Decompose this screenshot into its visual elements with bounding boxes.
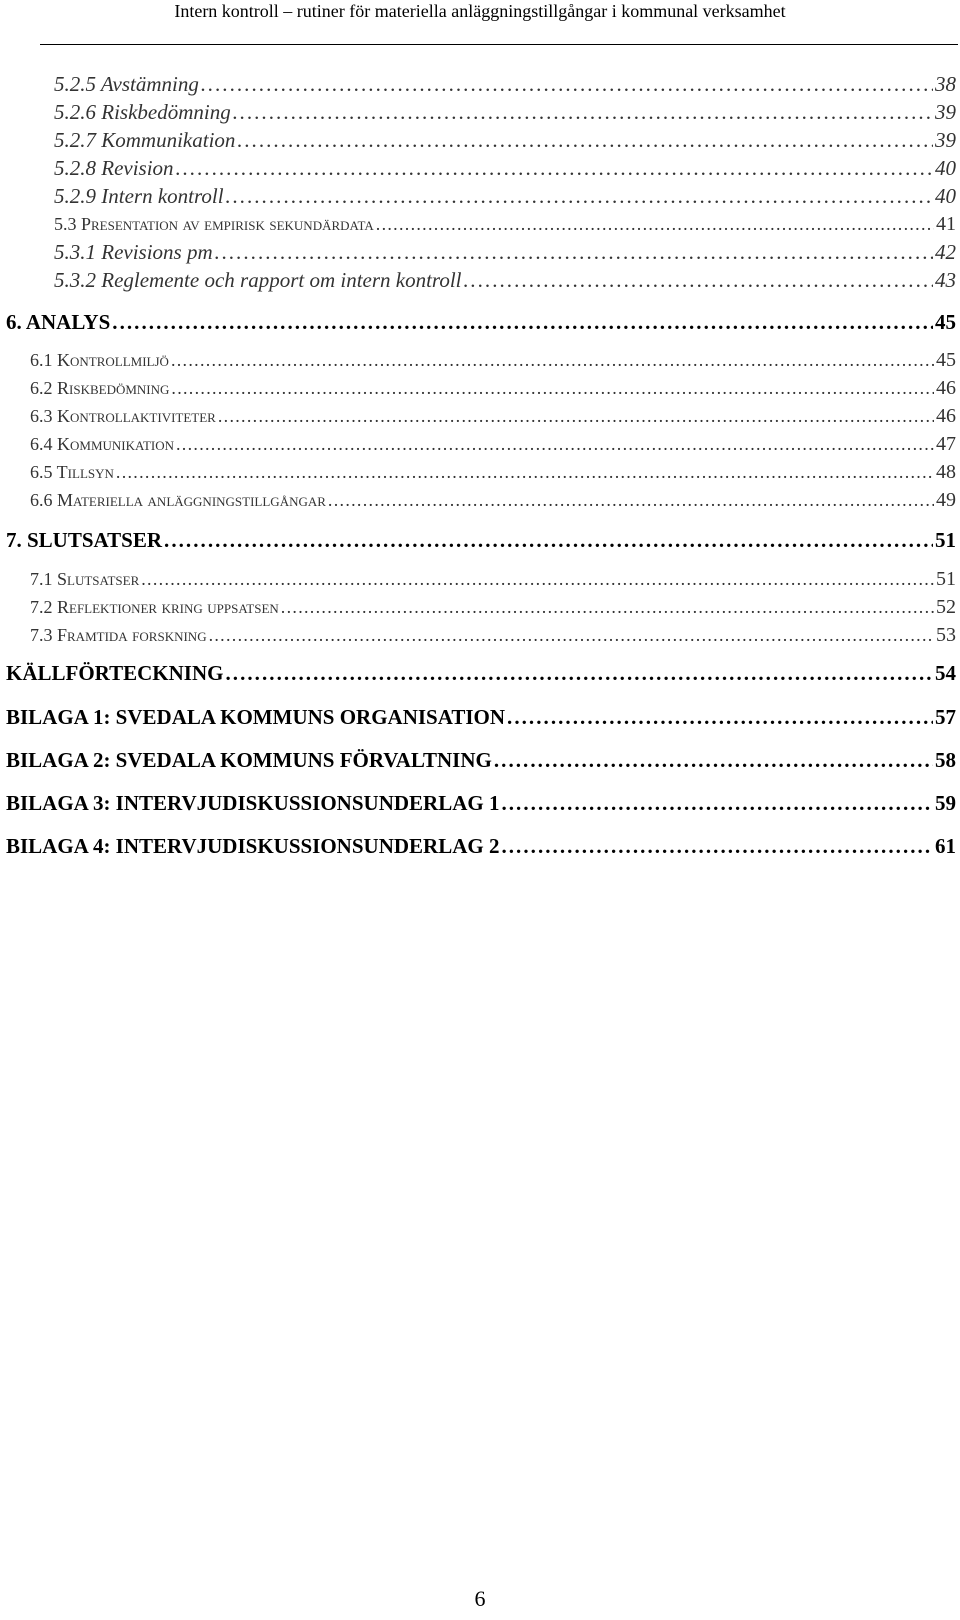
toc-entry-page: 48 bbox=[936, 461, 956, 483]
toc-entry-5-3[interactable] bbox=[54, 213, 956, 236]
toc-entry-6[interactable] bbox=[6, 310, 956, 335]
toc-entry-page: 47 bbox=[936, 433, 956, 455]
toc-entry-6-3[interactable] bbox=[30, 405, 956, 428]
toc-leader-dots bbox=[501, 834, 933, 859]
toc-leader-dots bbox=[116, 462, 934, 483]
toc-leader-dots bbox=[176, 156, 933, 181]
toc-entry-label: 7.2 Reflektioner kring uppsatsen bbox=[30, 597, 279, 617]
toc-entry-label: 7.1 Slutsatser bbox=[30, 569, 140, 589]
toc-leader-dots bbox=[281, 597, 934, 618]
toc-entry-page: 46 bbox=[936, 377, 956, 399]
toc-entry-page: 41 bbox=[936, 213, 956, 235]
toc-entry-label: 7. SLUTSATSER bbox=[6, 528, 163, 552]
toc-entry-page: 39 bbox=[935, 100, 956, 124]
toc-entry-page: 51 bbox=[936, 568, 956, 590]
toc-entry-5-2-8[interactable] bbox=[54, 156, 956, 181]
toc-entry-label: BILAGA 3: INTERVJUDISKUSSIONSUNDERLAG 1 bbox=[6, 791, 500, 815]
toc-entry-label: 5.2.5 Avstämning bbox=[54, 72, 199, 96]
running-header bbox=[0, 0, 960, 50]
toc-entry-page: 61 bbox=[935, 834, 956, 858]
toc-entry-page: 40 bbox=[935, 184, 956, 208]
toc-entry-5-2-9[interactable] bbox=[54, 184, 956, 209]
toc-entry-6-6[interactable] bbox=[30, 489, 956, 512]
toc-entry-label: 6.3 Kontrollaktiviteter bbox=[30, 406, 216, 426]
toc-entry-page: 46 bbox=[936, 405, 956, 427]
toc-entry-bilaga-4[interactable] bbox=[6, 834, 956, 859]
toc-entry-label: 6.5 Tillsyn bbox=[30, 462, 114, 482]
toc-leader-dots bbox=[218, 406, 934, 427]
toc-entry-page: 57 bbox=[935, 705, 956, 729]
toc-leader-dots bbox=[201, 72, 933, 97]
toc-leader-dots bbox=[237, 128, 933, 153]
toc-entry-label: 6.4 Kommunikation bbox=[30, 434, 174, 454]
toc-entry-page: 59 bbox=[935, 791, 956, 815]
toc-entry-6-2[interactable] bbox=[30, 377, 956, 400]
toc-entry-label: 5.2.7 Kommunikation bbox=[54, 128, 236, 152]
toc-entry-5-3-2[interactable] bbox=[54, 268, 956, 293]
toc-entry-7[interactable] bbox=[6, 528, 956, 553]
toc-entry-page: 51 bbox=[935, 528, 956, 552]
toc-leader-dots bbox=[225, 661, 933, 686]
toc-leader-dots bbox=[501, 791, 933, 816]
toc-entry-5-2-7[interactable] bbox=[54, 128, 956, 153]
toc-leader-dots bbox=[141, 569, 934, 590]
toc-entry-label: 6.6 Materiella anläggningstillgångar bbox=[30, 490, 326, 510]
toc-leader-dots bbox=[171, 350, 934, 371]
toc-leader-dots bbox=[215, 240, 933, 265]
toc-entry-kallforteckning[interactable] bbox=[6, 661, 956, 686]
toc-entry-6-4[interactable] bbox=[30, 433, 956, 456]
toc-entry-label: 6. ANALYS bbox=[6, 310, 111, 334]
toc-leader-dots bbox=[112, 310, 933, 335]
toc-entry-page: 40 bbox=[935, 156, 956, 180]
toc-leader-dots bbox=[164, 528, 933, 553]
toc-entry-page: 54 bbox=[935, 661, 956, 685]
toc-entry-label: 6.2 Riskbedömning bbox=[30, 378, 170, 398]
toc-entry-label: 5.3 Presentation av empirisk sekundärdata bbox=[54, 214, 374, 234]
toc-entry-label: KÄLLFÖRTECKNING bbox=[6, 661, 224, 685]
toc-leader-dots bbox=[507, 705, 933, 730]
toc-entry-7-3[interactable] bbox=[30, 624, 956, 647]
toc-entry-page: 42 bbox=[935, 240, 956, 264]
toc-entry-label: 5.2.9 Intern kontroll bbox=[54, 184, 224, 208]
toc-entry-page: 39 bbox=[935, 128, 956, 152]
toc-entry-page: 38 bbox=[935, 72, 956, 96]
toc-entry-7-1[interactable] bbox=[30, 568, 956, 591]
toc-entry-page: 43 bbox=[935, 268, 956, 292]
toc-entry-page: 52 bbox=[936, 596, 956, 618]
toc-entry-label: BILAGA 1: SVEDALA KOMMUNS ORGANISATION bbox=[6, 705, 506, 729]
toc-leader-dots bbox=[376, 214, 934, 235]
toc-entry-page: 45 bbox=[935, 310, 956, 334]
toc-entry-page: 58 bbox=[935, 748, 956, 772]
toc-leader-dots bbox=[171, 378, 934, 399]
toc-entry-label: 6.1 Kontrollmiljö bbox=[30, 350, 169, 370]
toc-entry-7-2[interactable] bbox=[30, 596, 956, 619]
toc-entry-label: 5.2.8 Revision bbox=[54, 156, 174, 180]
toc-leader-dots bbox=[209, 625, 934, 646]
toc-entry-5-2-5[interactable] bbox=[54, 72, 956, 97]
toc-leader-dots bbox=[494, 748, 933, 773]
toc-entry-5-2-6[interactable] bbox=[54, 100, 956, 125]
toc-entry-bilaga-3[interactable] bbox=[6, 791, 956, 816]
toc-leader-dots bbox=[464, 268, 934, 293]
toc-entry-page: 53 bbox=[936, 624, 956, 646]
toc-entry-label: 5.2.6 Riskbedömning bbox=[54, 100, 231, 124]
header-rule bbox=[40, 44, 958, 45]
page-number: 6 bbox=[474, 1586, 486, 1611]
toc-entry-label: BILAGA 2: SVEDALA KOMMUNS FÖRVALTNING bbox=[6, 748, 492, 772]
toc-entry-6-1[interactable] bbox=[30, 349, 956, 372]
toc-entry-label: 5.3.2 Reglemente och rapport om intern kontroll bbox=[54, 268, 462, 292]
toc-entry-bilaga-1[interactable] bbox=[6, 705, 956, 730]
toc-entry-6-5[interactable] bbox=[30, 461, 956, 484]
toc-entry-label: 7.3 Framtida forskning bbox=[30, 625, 207, 645]
toc-entry-label: 5.3.1 Revisions pm bbox=[54, 240, 213, 264]
toc-entry-5-3-1[interactable] bbox=[54, 240, 956, 265]
header-title: Intern kontroll – rutiner för materiella anläggningstillgångar i kommunal verksamhet bbox=[174, 1, 786, 21]
toc-leader-dots bbox=[233, 100, 933, 125]
toc-entry-label: BILAGA 4: INTERVJUDISKUSSIONSUNDERLAG 2 bbox=[6, 834, 500, 858]
toc-leader-dots bbox=[176, 434, 934, 455]
toc-leader-dots bbox=[226, 184, 933, 209]
toc-entry-bilaga-2[interactable] bbox=[6, 748, 956, 773]
toc-entry-page: 45 bbox=[936, 349, 956, 371]
toc-entry-page: 49 bbox=[936, 489, 956, 511]
toc-leader-dots bbox=[328, 490, 934, 511]
